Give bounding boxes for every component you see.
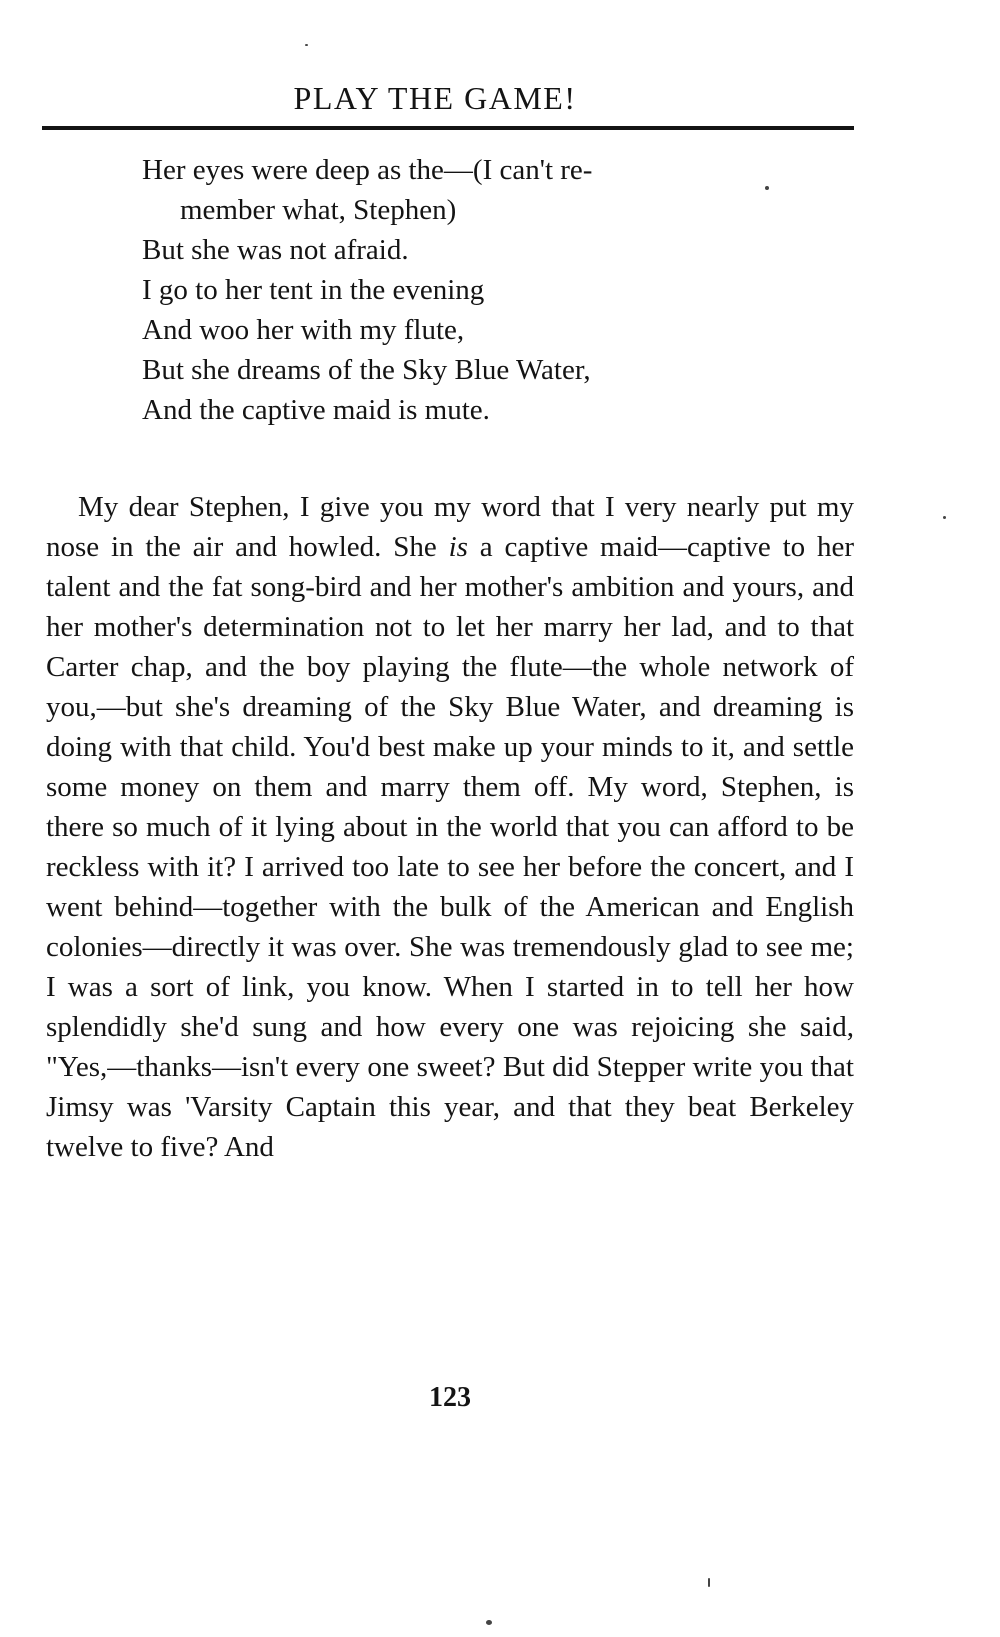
poem-line: member what, Stephen): [180, 194, 457, 226]
scan-speck: [486, 1620, 492, 1625]
paragraph-text-rest: a captive maid—captive to her talent and the fat song-bird and her mother's ambition and yours, and her mother's determination not to let her marry her lad, and to that Carter chap, and the boy playing the flute—the whole network of you,—but she's dreaming of the Sky Blue Water, and dreaming is doing with that child. You'd best make up your minds to it, and settle some money on them and marry them off. My word, Stephen, is there so much of it lying about in the world that you can afford to be reckless with it? I arrived too late to see her before the concert, and I went behind—together with the bulk of the American and English colonies—directly it was over. She was tremendously glad to see me; I was a sort of link, you know. When I started in to tell her how splendidly she'd sung and how every one was rejoicing she said, "Yes,—thanks—isn't every one sweet? But did Stepper write you that Jimsy was 'Varsity Captain this year, and that they beat Berkeley twelve to five? And: [46, 531, 854, 1163]
header-rule: [42, 126, 854, 130]
poem-line: I go to her tent in the evening: [142, 274, 485, 306]
poem-line: Her eyes were deep as the—(I can't re-: [142, 154, 593, 186]
scan-speck: [305, 44, 308, 46]
poem-line: And the captive maid is mute.: [142, 394, 490, 426]
scan-speck: [943, 516, 946, 519]
poem-line: But she was not afraid.: [142, 234, 409, 266]
body-paragraph: [46, 487, 854, 1167]
page-number: 123: [429, 1382, 471, 1413]
italic-emphasis: is: [448, 531, 468, 563]
poem-stanza: [142, 150, 822, 430]
scan-speck: [708, 1578, 710, 1587]
poem-line: And woo her with my flute,: [142, 314, 465, 346]
running-head-title: PLAY THE GAME!: [293, 80, 577, 116]
paragraph-text-start: My dear Stephen, I give you my word that I very nearly put my nose in the air and howled. She: [46, 491, 854, 563]
poem-line: But she dreams of the Sky Blue Water,: [142, 354, 591, 386]
scan-speck: [765, 186, 769, 190]
